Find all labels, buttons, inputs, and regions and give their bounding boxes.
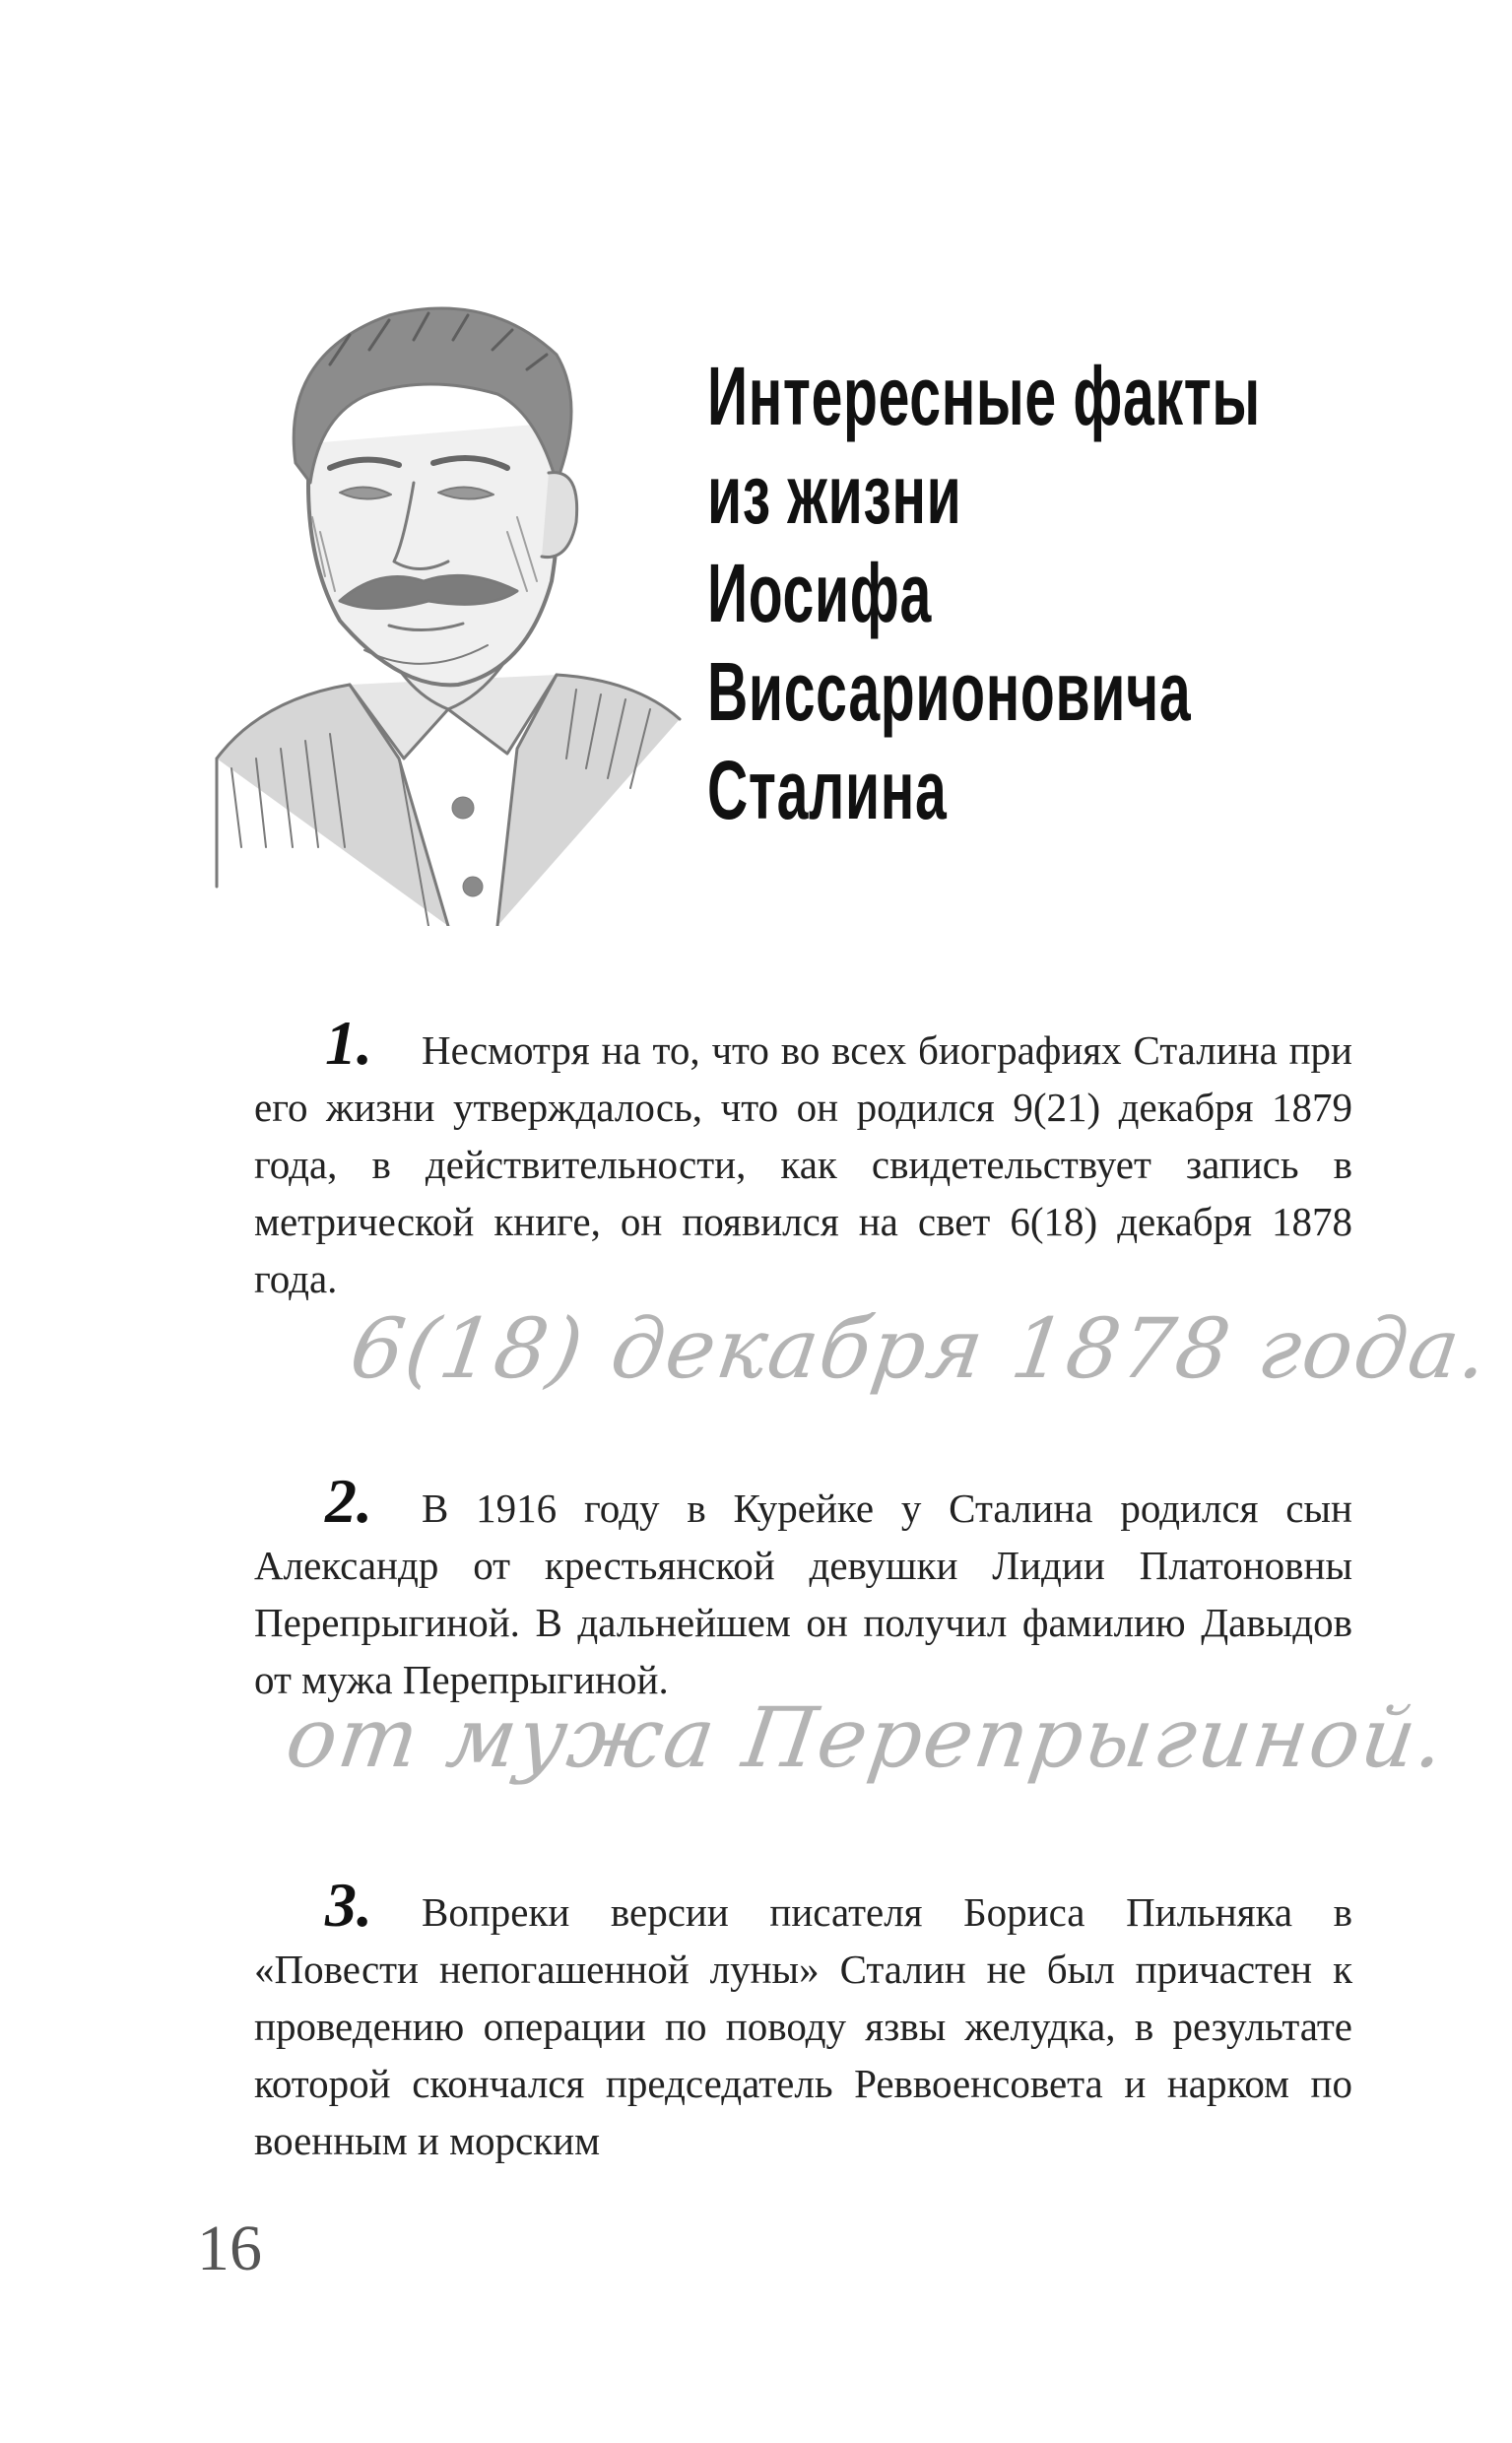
title-line: Сталина [707,744,948,836]
fact-paragraph-3 [254,1870,1352,2169]
fact-text: В 1916 году в Курейке у Сталина родился сын Александр от крестьянской девушки Лидии Платоновны Перепрыгиной. В дальнейшем он получил фамилию Давыдов от мужа Перепрыгиной. [254,1486,1352,1702]
chapter-title [707,347,1261,839]
fact-paragraph-2 [254,1466,1352,1708]
fact-number: 2. [325,1466,372,1536]
portrait-illustration [202,296,694,926]
fact-number: 3. [325,1870,372,1940]
page-number: 16 [197,2212,262,2284]
handwritten-quote-1: 6(18) декабря 1878 года. [345,1300,1496,1397]
title-line: Виссарионовича [707,645,1192,738]
title-line: Иосифа [707,547,932,639]
fact-paragraph-1 [254,1008,1352,1307]
fact-text: Несмотря на то, что во всех биографиях Сталина при его жизни утверждалось, что он родился 9(21) декабря 1879 года, в действительности, как свидетельствует запись в метрической книге, он появился на свет 6(18) декабря 1878 года. [254,1027,1352,1301]
handwritten-quote-2: от мужа Перепрыгиной. [281,1689,1453,1786]
title-line: Интересные факты [707,350,1261,442]
fact-text: Вопреки версии писателя Бориса Пильняка в «Повести непогашенной луны» Сталин не был причастен к проведению операции по поводу язвы желудка, в результате которой скончался председатель Реввоенсовета и нарком по военным и морским [254,1889,1352,2163]
fact-number: 1. [325,1008,372,1078]
title-line: из жизни [707,448,962,541]
